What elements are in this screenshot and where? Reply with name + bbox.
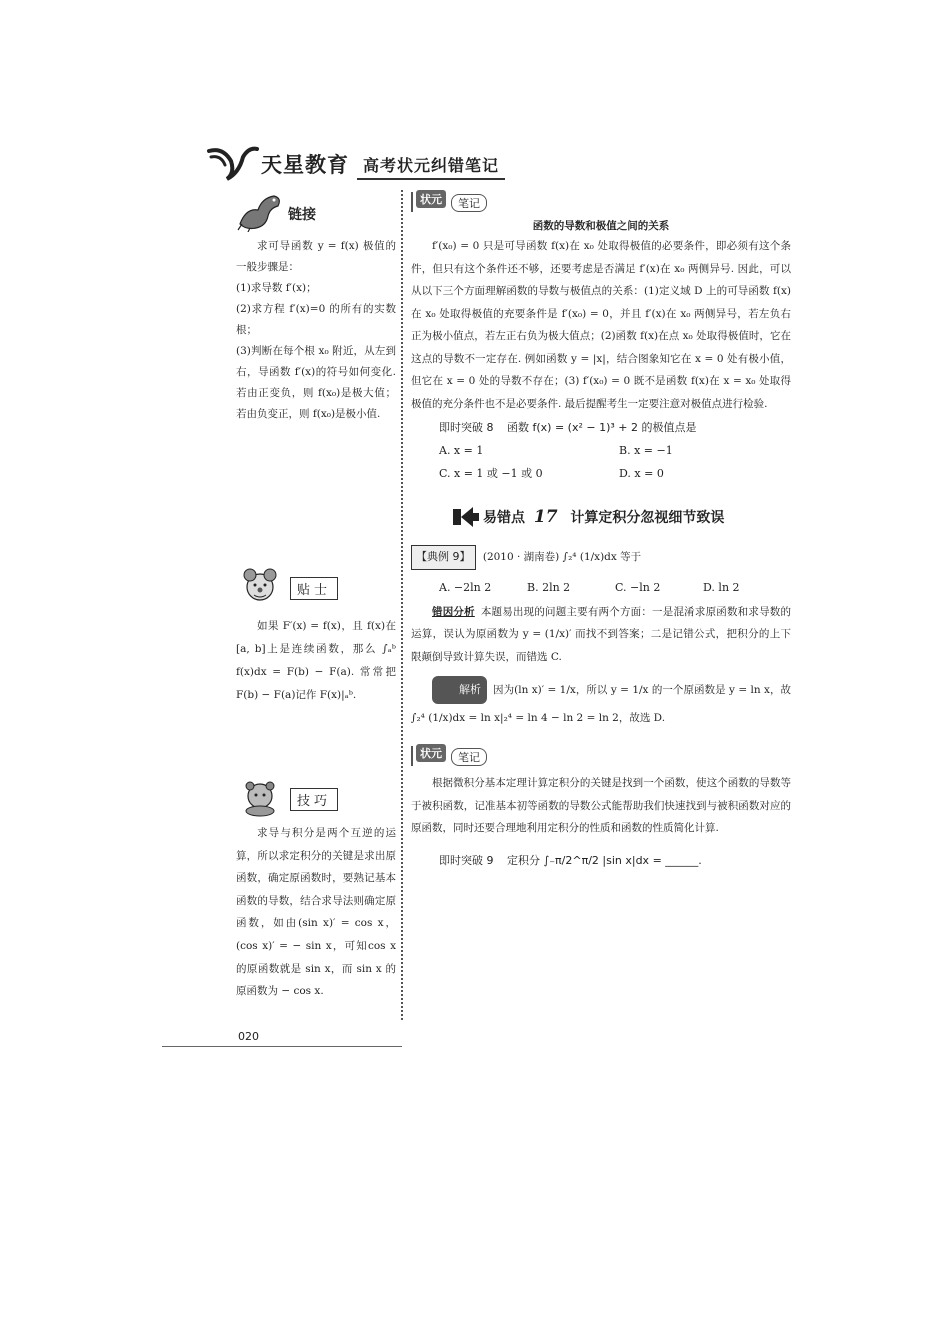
example-badge: 【典例 9】 <box>411 545 476 570</box>
link-line: (3)判断在每个根 x₀ 附近，从左到右，导函数 f′(x)的符号如何变化. 若由正变负，则 f(x₀)是极大值；若由负变正，则 f(x₀)是极小值. <box>236 345 396 420</box>
option: B. x = −1 <box>619 444 673 457</box>
note-paragraph: 根据微积分基本定理计算定积分的关键是找到一个函数，使这个函数的导数等于被积函数，记准基本初等函数的导数公式能帮助我们快速找到与被积函数对应的原函数，同时还要合理地利用定积分的性质和函数的性质简化计算. <box>411 777 791 834</box>
link-label: 链接 <box>288 207 316 223</box>
link-line: (2)求方程 f′(x)=0 的所有的实数根； <box>236 303 396 336</box>
brand-logo-icon <box>205 143 260 183</box>
exercise-9 <box>411 850 791 872</box>
error-point-header <box>411 501 791 535</box>
exercise-label: 即时突破 8 <box>439 421 494 434</box>
option: D. x = 0 <box>619 467 664 480</box>
exercise-8-options <box>411 439 791 485</box>
exercise-question: 定积分 ∫₋π/2^π/2 |sin x|dx = ______. <box>507 853 702 867</box>
note-tag-primary: 状元 <box>416 744 446 762</box>
note-body <box>411 772 791 840</box>
exercise-8 <box>411 417 791 439</box>
link-section-header <box>236 190 396 232</box>
note-tag-secondary: 笔记 <box>451 748 487 766</box>
clown-mascot-icon <box>236 565 284 607</box>
tip-label: 贴士 <box>290 577 338 600</box>
skill-paragraph: 求导与积分是两个互逆的运算，所以求定积分的关键是求出原函数，确定原函数时，要熟记基本函数的导数，结合求导法则确定原函数，如由(sin x)′ = cos x，(cos x)′ = − sin x，可知cos x 的原函数就是 sin x，而 sin x 的原函数为 − cos x. <box>236 827 396 998</box>
example-question: ∫₂⁴ (1/x)dx 等于 <box>562 551 642 563</box>
note-rule <box>411 746 413 766</box>
exercise-question: 函数 f(x) = (x² − 1)³ + 2 的极值点是 <box>507 421 697 434</box>
example-source: (2010 · 湖南卷) <box>482 551 560 563</box>
note-body <box>411 235 791 415</box>
option: D. ln 2 <box>703 580 740 594</box>
error-point-heading: 计算定积分忽视细节致误 <box>570 510 725 526</box>
link-text <box>236 236 396 425</box>
option: C. x = 1 或 −1 或 0 <box>439 467 543 480</box>
tip-section-header <box>236 565 396 607</box>
error-point-number: 17 <box>533 507 558 527</box>
error-point-label: 易错点 <box>483 510 525 526</box>
column-divider <box>401 190 403 1020</box>
tip-text <box>236 615 396 707</box>
link-line: 求可导函数 y = f(x) 极值的一般步骤是： <box>236 240 396 273</box>
analysis-text: 本题易出现的问题主要有两个方面：一是混淆求原函数和求导数的运算，误认为原函数为 y = (1/x)′ 而找不到答案；二是记错公式，把积分的上下限颠倒导致计算失误，而错选 C. <box>411 605 791 663</box>
example-9-options <box>411 576 791 599</box>
solution-text: 因为(ln x)′ = 1/x，所以 y = 1/x 的一个原函数是 y = ln x，故 ∫₂⁴ (1/x)dx = ln x|₂⁴ = ln 4 − ln 2 = ln 2，故选 D. <box>411 684 791 724</box>
example-9 <box>411 545 791 570</box>
skill-text <box>236 822 396 1003</box>
error-arrow-icon <box>451 505 481 529</box>
solution-label: 解析 <box>432 676 487 704</box>
note-tag-secondary: 笔记 <box>451 194 487 212</box>
note-paragraph: f′(x₀) = 0 只是可导函数 f(x)在 x₀ 处取得极值的必要条件，即必须有这个条件，但只有这个条件还不够，还要考虑是否满足 f′(x)在 x₀ 两侧异号. 因此，可以从以下三个方面理解函数的导数与极值点的关系：(1)定义域 D 上的可导函数 f(x)在 x₀ 处取得极值的充要条件是 f′(x₀) = 0，并且 f′(x)在 x₀ 两侧异号，若左负右正为极小值点，若左正右负为极大值点；(2)函数 f(x)在点 x₀ 处取得极值时，它在这点的导数不一定存在. 例如函数 y = |x|，结合图象知它在 x = 0 处有极小值，但它在 x = 0 处的导数不存在；(3) f′(x₀) = 0 既不是函数 f(x)在 x = x₀ 处取得极值的充分条件也不是必要条件. 最后提醒考生一定要注意对极值点进行检验. <box>411 240 791 410</box>
note-tag <box>411 744 791 766</box>
option: A. −2ln 2 <box>439 580 492 594</box>
skill-section-header <box>236 776 396 818</box>
bear-mascot-icon <box>236 776 284 818</box>
error-analysis <box>411 601 791 669</box>
sidebar <box>236 190 396 1020</box>
footer-rule <box>162 1046 402 1047</box>
tip-paragraph: 如果 F′(x) = f(x)，且 f(x)在[a, b]上是连续函数，那么 ∫ₐᵇ f(x)dx = F(b) − F(a). 常常把 F(b) − F(a)记作 F(x)|ₐᵇ. <box>236 620 396 701</box>
analysis-label: 错因分析 <box>432 605 475 618</box>
exercise-label: 即时突破 9 <box>439 853 494 867</box>
option: A. x = 1 <box>439 444 484 457</box>
main-column <box>411 190 791 872</box>
option: B. 2ln 2 <box>527 580 571 594</box>
note-tag <box>411 190 791 212</box>
error-point-title <box>483 507 724 527</box>
note-title: 函数的导数和极值之间的关系 <box>532 220 670 232</box>
dinosaur-mascot-icon <box>236 190 284 232</box>
skill-label: 技巧 <box>290 788 338 811</box>
note-tag-primary: 状元 <box>416 190 446 208</box>
brand-name: 天星教育 <box>261 152 349 177</box>
page-number: 020 <box>238 1030 259 1043</box>
page-header <box>205 143 505 183</box>
option: C. −ln 2 <box>615 580 661 594</box>
book-series-title: 高考状元纠错笔记 <box>357 153 505 180</box>
link-line: (1)求导数 f′(x)； <box>236 282 317 294</box>
note-rule <box>411 192 413 212</box>
solution <box>411 676 791 732</box>
